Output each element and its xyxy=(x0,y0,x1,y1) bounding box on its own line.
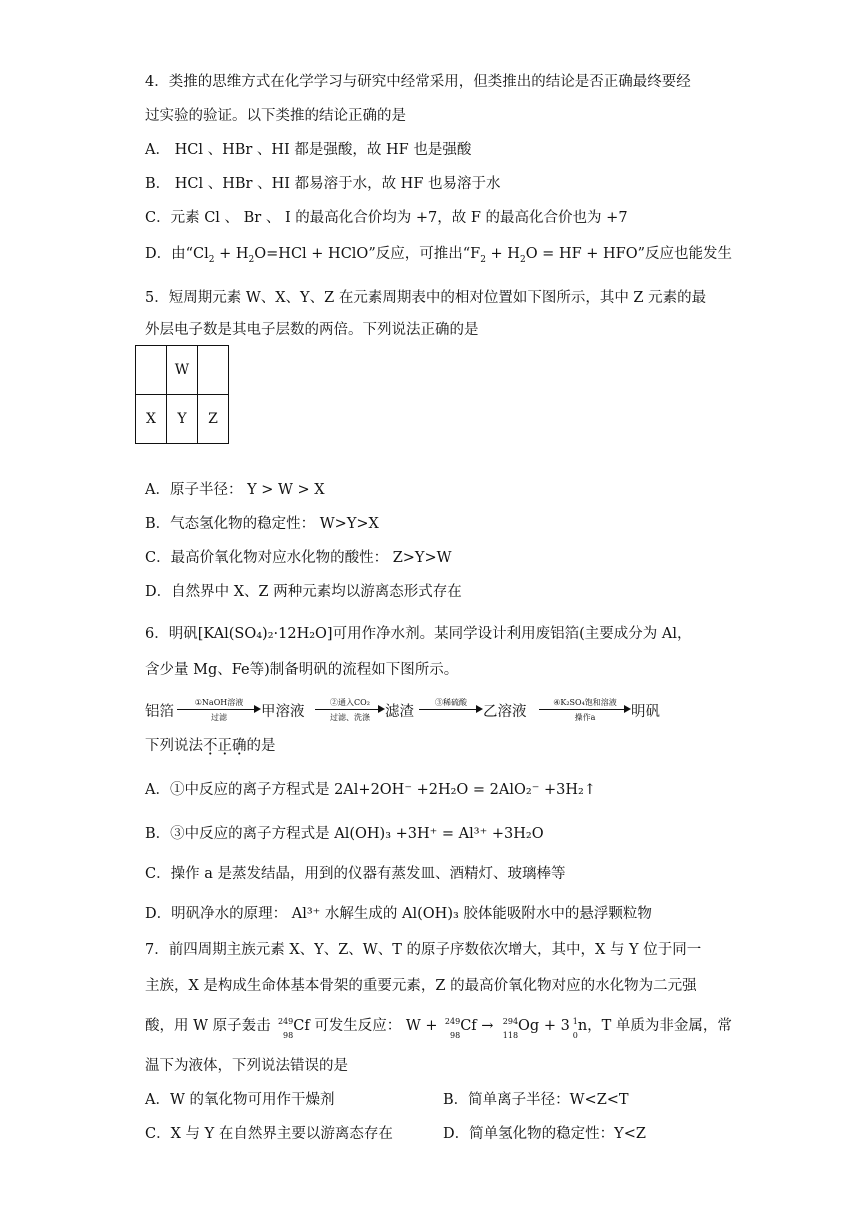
periodic-table-fragment xyxy=(135,345,229,444)
eq2-sub1: 2 xyxy=(480,254,486,265)
q4-d-suffix: ”反应也能发生 xyxy=(637,246,733,262)
q5-stem-line1: 5．短周期元素 W、X、Y、Z 在元素周期表中的相对位置如下图所示，其中 Z 元素的最 xyxy=(145,290,707,306)
q5-option-d: D．自然界中 X、Z 两种元素均以游离态形式存在 xyxy=(145,584,462,600)
arrow-2-operation: 过滤、洗涤 xyxy=(330,713,370,722)
arrow-head-icon xyxy=(476,705,483,713)
element-symbol: n xyxy=(577,1018,588,1034)
q7-option-d: D．简单氢化物的稳定性：Y<Z xyxy=(443,1126,646,1142)
table-cell: X xyxy=(136,395,167,444)
eq1-sub2: 2 xyxy=(248,254,255,265)
atomic-number: 98 xyxy=(283,1031,294,1040)
q4-option-b: B． HCl 、HBr 、HI 都易溶于水，故 HF 也易溶于水 xyxy=(145,176,501,192)
q6-stem-line2: 含少量 Mg、Fe等)制备明矾的流程如下图所示。 xyxy=(145,662,459,678)
q4-option-d xyxy=(145,244,732,264)
nuclide-cf-249-second xyxy=(442,1016,461,1040)
mass-number: 1 xyxy=(572,1017,578,1026)
alum-formula: [KAl(SO₄)₂·12H₂O] xyxy=(197,626,333,642)
q7-reaction-start: 可发生反应： W + xyxy=(314,1018,438,1034)
arrow-shaft xyxy=(419,709,477,710)
q6-option-b: B．③中反应的离子方程式是 Al(OH)₃ +3H⁺ = Al³⁺ +3H₂O xyxy=(145,826,544,842)
eq2-rest: O = HF + HFO xyxy=(525,246,638,262)
emphasis-char: 不 xyxy=(203,738,218,754)
q4-d-prefix: D．由“ xyxy=(145,246,194,262)
flow-node-solution-b: 乙溶液 xyxy=(483,704,527,720)
flow-arrow-4 xyxy=(539,697,631,727)
q4-d-eq2 xyxy=(470,246,638,265)
q4-d-mid: ”反应，可推出“ xyxy=(368,246,471,262)
eq1-cl: Cl xyxy=(193,246,209,262)
q7-coefficient: + 3 xyxy=(543,1018,570,1034)
q7-stem3-end: ，T 单质为非金属，常 xyxy=(587,1018,732,1034)
element-symbol: Cf xyxy=(460,1018,477,1034)
nuclide-cf-249-first xyxy=(275,1016,294,1040)
q5-stem-line2: 外层电子数是其电子层数的两倍。下列说法正确的是 xyxy=(145,322,479,338)
emphasis-char: 正 xyxy=(217,738,232,754)
nuclide-og-294 xyxy=(498,1016,519,1040)
emphasis-char: 确 xyxy=(232,738,247,754)
arrow-shaft xyxy=(177,709,255,710)
eq2-f: F xyxy=(470,246,481,262)
q7-option-b: B．简单离子半径：W<Z<T xyxy=(443,1092,629,1108)
q6-question xyxy=(145,736,276,756)
flow-arrow-2 xyxy=(315,697,385,727)
arrow-3-reagent: ③稀硫酸 xyxy=(435,698,467,707)
q6-stem-start: 6．明矾 xyxy=(145,626,198,642)
eq1-sub1: 2 xyxy=(208,254,215,265)
flow-node-alum: 明矾 xyxy=(631,704,660,720)
element-symbol: Cf xyxy=(293,1018,310,1034)
mass-number: 249 xyxy=(444,1017,461,1026)
q7-option-c: C．X 与 Y 在自然界主要以游离态存在 xyxy=(145,1126,393,1142)
q6-option-d: D．明矾净水的原理： Al³⁺ 水解生成的 Al(OH)₃ 胶体能吸附水中的悬浮颗粒物 xyxy=(145,906,652,922)
q6-question-end: 的是 xyxy=(246,738,276,754)
q5-option-a: A．原子半径： Y > W > X xyxy=(145,482,325,498)
table-row xyxy=(136,395,229,444)
reaction-arrow: → xyxy=(481,1018,494,1034)
eq2-h: + H xyxy=(485,246,520,262)
arrow-4-reagent: ④K₂SO₄饱和溶液 xyxy=(553,698,617,707)
flow-node-solution-a: 甲溶液 xyxy=(261,704,305,720)
q7-stem-line2: 主族，X 是构成生命体基本骨架的重要元素，Z 的最高价氧化物对应的水化物为二元强 xyxy=(145,978,697,994)
q4-stem-line2: 过实验的验证。以下类推的结论正确的是 xyxy=(145,108,406,124)
q7-stem-line4: 温下为液体，下列说法错误的是 xyxy=(145,1058,348,1074)
table-cell: Y xyxy=(167,395,198,444)
q5-option-c: C．最高价氧化物对应水化物的酸性： Z>Y>W xyxy=(145,550,452,566)
eq2-sub2: 2 xyxy=(519,254,526,265)
flow-arrow-3 xyxy=(419,697,483,727)
mass-number: 249 xyxy=(277,1017,294,1026)
q7-stem3-start: 酸，用 W 原子轰击 xyxy=(145,1018,271,1034)
arrow-shaft xyxy=(539,709,625,710)
q4-stem-line1: 4．类推的思维方式在化学学习与研究中经常采用，但类推出的结论是否正确最终要经 xyxy=(145,74,691,90)
q6-stem-line1 xyxy=(145,624,691,644)
q5-option-b: B．气态氢化物的稳定性： W>Y>X xyxy=(145,516,379,532)
q4-option-a: A． HCl 、HBr 、HI 都是强酸，故 HF 也是强酸 xyxy=(145,142,472,158)
mass-number: 294 xyxy=(502,1017,519,1026)
q7-stem-line1: 7．前四周期主族元素 X、Y、Z、W、T 的原子序数依次增大，其中，X 与 Y 位于同一 xyxy=(145,942,702,958)
q4-option-c: C．元素 Cl 、 Br 、 I 的最高化合价均为 +7，故 F 的最高化合价也为 +7 xyxy=(145,210,628,226)
arrow-shaft xyxy=(315,709,379,710)
flow-node-aluminum-foil: 铝箔 xyxy=(145,704,174,720)
q4-d-eq1 xyxy=(193,246,369,265)
atomic-number: 118 xyxy=(502,1031,519,1040)
arrow-2-reagent: ②通入CO₂ xyxy=(330,698,370,707)
table-row xyxy=(136,346,229,395)
atomic-number: 98 xyxy=(450,1031,461,1040)
element-symbol: Og xyxy=(518,1018,540,1034)
flow-node-residue: 滤渣 xyxy=(385,704,414,720)
eq1-h: + H xyxy=(214,246,249,262)
table-cell: Z xyxy=(198,395,229,444)
arrow-1-reagent: ①NaOH溶液 xyxy=(194,698,244,707)
table-cell: W xyxy=(167,346,198,395)
eq1-rest: O=HCl + HClO xyxy=(254,246,369,262)
table-cell xyxy=(136,346,167,395)
atomic-number: 0 xyxy=(572,1031,578,1040)
q7-option-a: A．W 的氧化物可用作干燥剂 xyxy=(145,1092,335,1108)
q6-option-c: C．操作 a 是蒸发结晶，用到的仪器有蒸发皿、酒精灯、玻璃棒等 xyxy=(145,866,566,882)
process-flow-diagram xyxy=(145,697,705,727)
q6-stem-end: 可用作净水剂。某同学设计利用废铝箔(主要成分为 Al， xyxy=(332,626,692,642)
q6-question-start: 下列说法 xyxy=(145,738,203,754)
flow-arrow-1 xyxy=(177,697,261,727)
q7-stem-line3 xyxy=(145,1016,732,1040)
table-cell xyxy=(198,346,229,395)
q6-option-a: A．①中反应的离子方程式是 2Al+2OH⁻ +2H₂O = 2AlO₂⁻ +3H₂↑ xyxy=(145,782,596,798)
arrow-1-operation: 过滤 xyxy=(211,713,227,722)
nuclide-neutron xyxy=(570,1016,578,1040)
arrow-4-operation: 操作a xyxy=(574,713,596,722)
